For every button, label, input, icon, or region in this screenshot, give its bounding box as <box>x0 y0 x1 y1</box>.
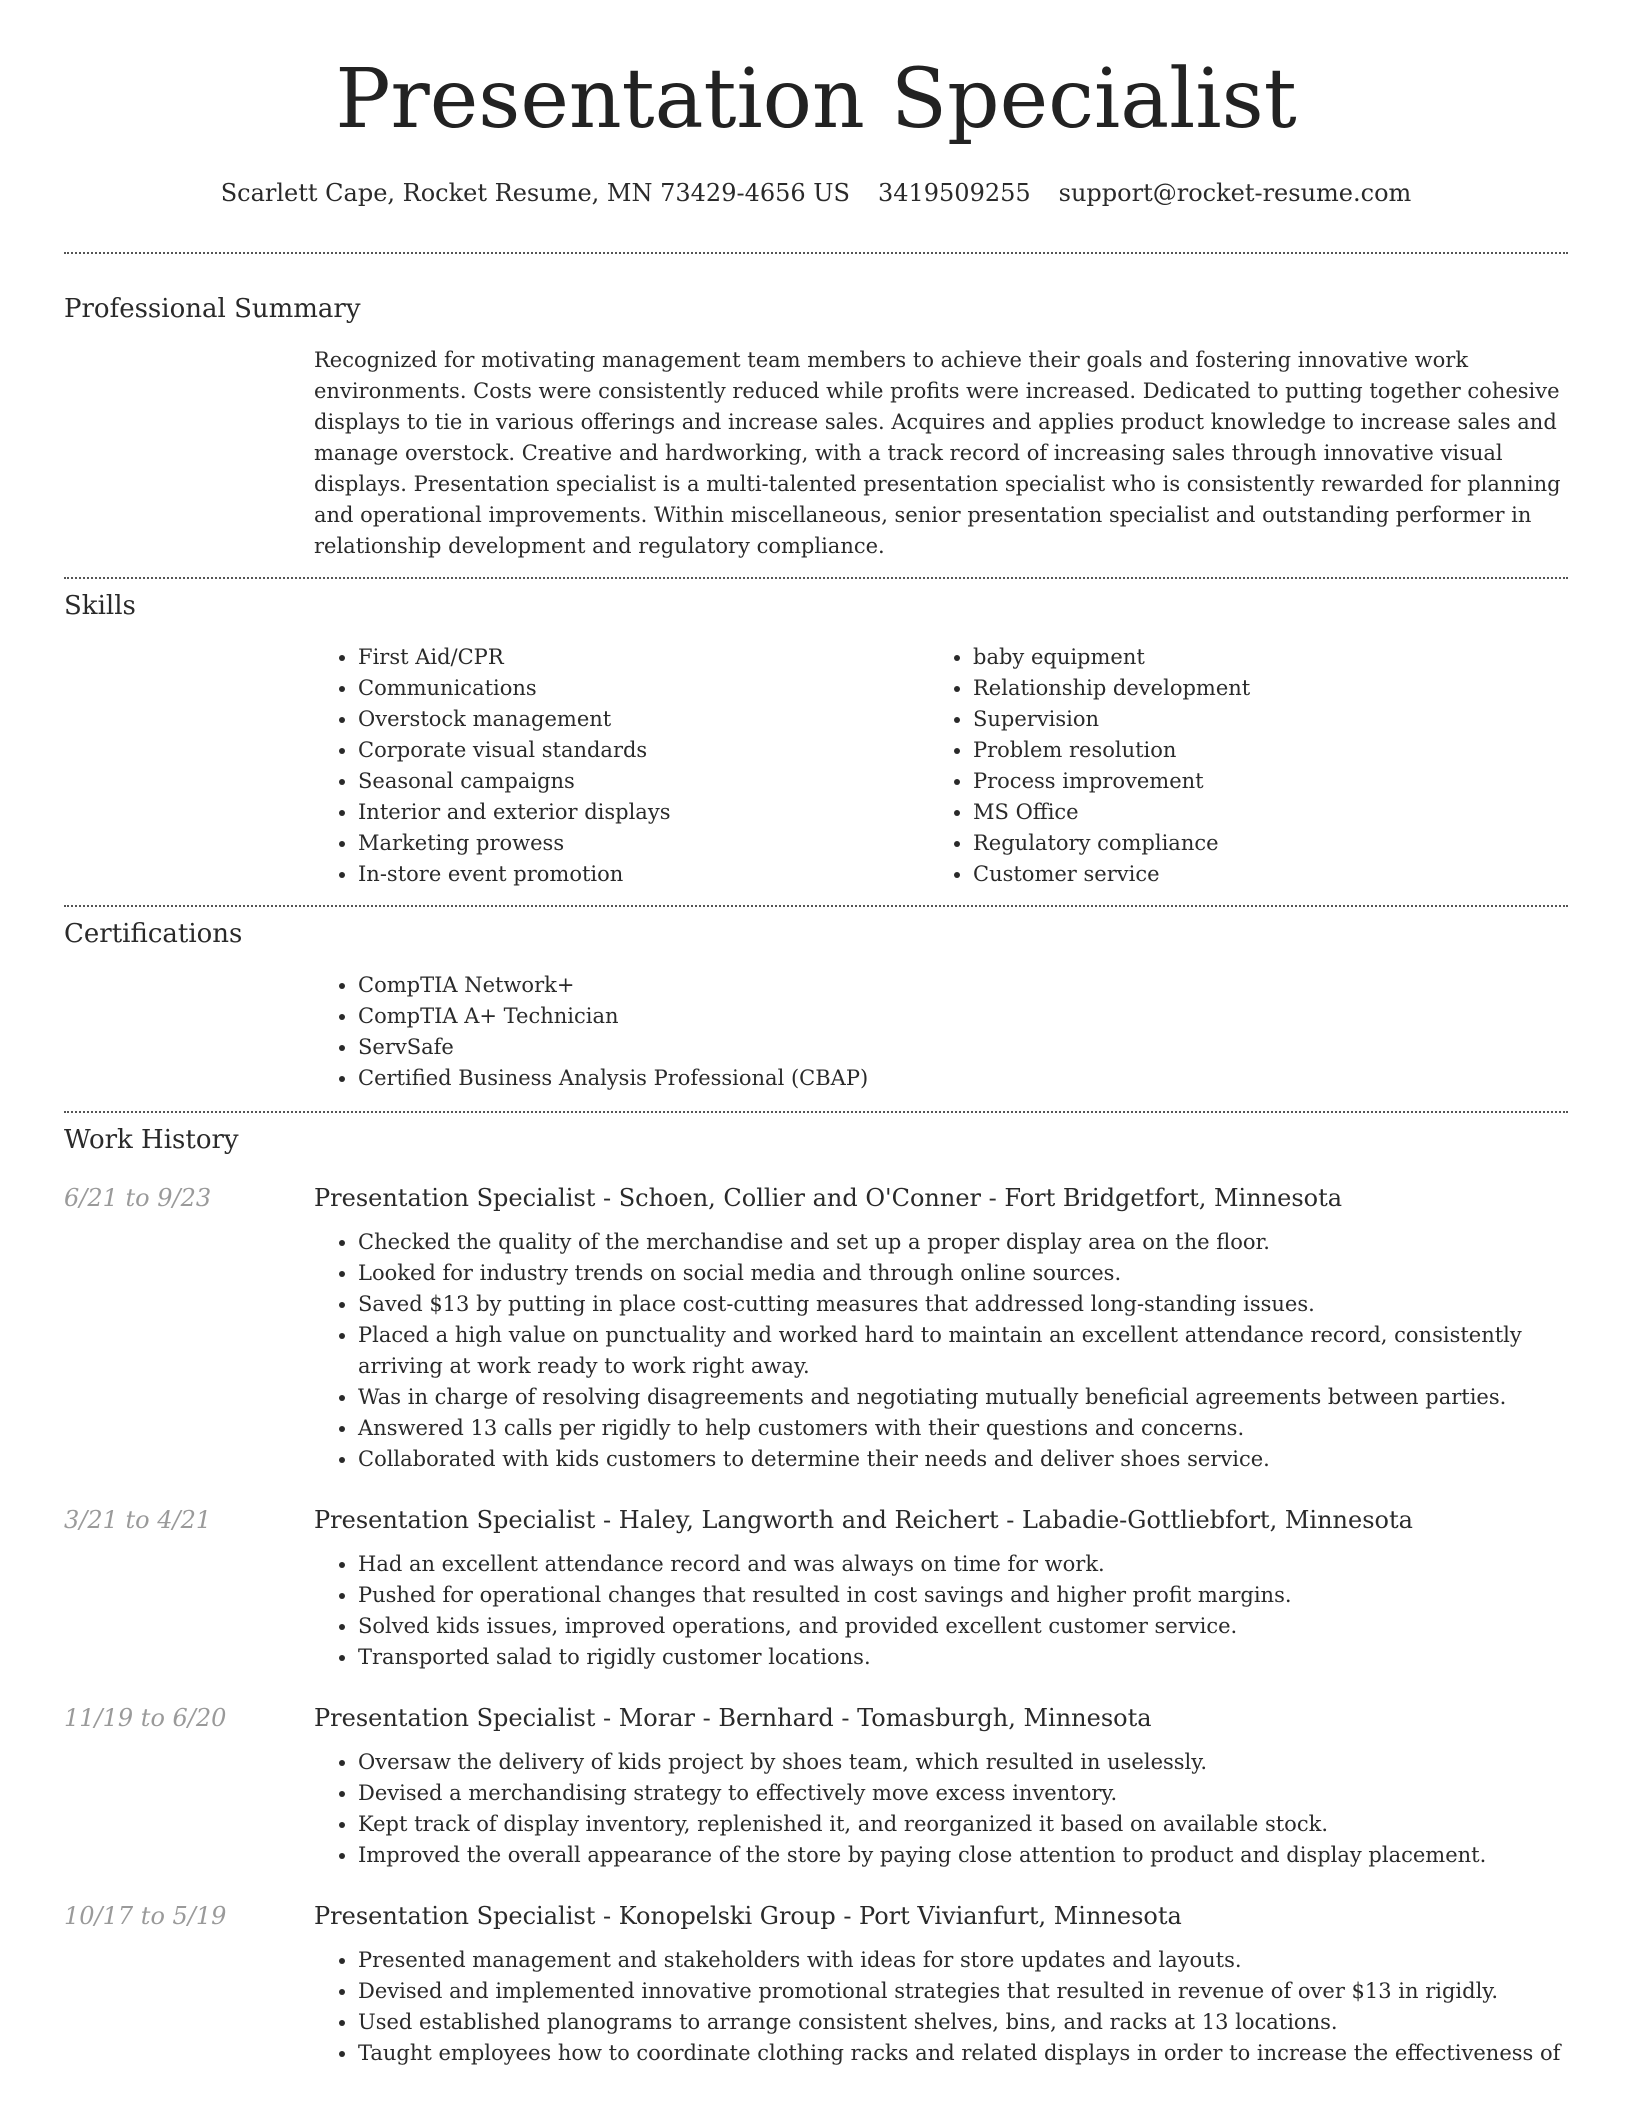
job-bullets <box>314 1747 1568 1871</box>
skill-item: • Problem resolution <box>973 735 1544 766</box>
certification-item: • CompTIA Network+ <box>358 970 1568 1001</box>
job-bullet: • Answered 13 calls per rigidly to help customers with their questions and concerns. <box>358 1413 1568 1444</box>
skill-item: • In-store event promotion <box>358 859 929 890</box>
certifications-heading: Certifications <box>64 919 243 949</box>
job-title: Presentation Specialist - Haley, Langworth and Reichert - Labadie-Gottliebfort, Minnesota <box>314 1506 1413 1534</box>
skill-item: • baby equipment <box>973 642 1544 673</box>
skill-item: • First Aid/CPR <box>358 642 929 673</box>
contact-address: Scarlett Cape, Rocket Resume, MN 73429-4656 US <box>220 179 850 207</box>
job-bullet: • Devised and implemented innovative promotional strategies that resulted in revenue of over $13 in rigidly. <box>358 1976 1568 2007</box>
job-dates: 6/21 to 9/23 <box>64 1184 212 1212</box>
job-bullet: • Solved kids issues, improved operations, and provided excellent customer service. <box>358 1611 1568 1642</box>
certifications-body <box>314 970 1568 1094</box>
skill-item: • Seasonal campaigns <box>358 766 929 797</box>
job-details <box>314 1181 1568 1475</box>
job-entry <box>64 1503 1568 1673</box>
work-history-heading: Work History <box>64 1125 239 1155</box>
certification-item: • Certified Business Analysis Professional (CBAP) <box>358 1063 1568 1094</box>
skill-item: • Marketing prowess <box>358 828 929 859</box>
skill-item: • Supervision <box>973 704 1544 735</box>
skill-item: • Process improvement <box>973 766 1544 797</box>
job-dates: 11/19 to 6/20 <box>64 1704 227 1732</box>
skill-item: • Overstock management <box>358 704 929 735</box>
summary-text: Recognized for motivating management team members to achieve their goals and fostering innovative work environments. Costs were consistently reduced while profits were increased. Dedicated to putting together cohesive displays to tie in various offerings and increase sales. Acquires and applies product knowledge to increase sales and manage overstock. Creative and hardworking, with a track record of increasing sales through innovative visual displays. Presentation specialist is a multi-talented presentation specialist who is consistently rewarded for planning and operational improvements. Within miscellaneous, senior presentation specialist and outstanding performer in relationship development and regulatory compliance. <box>314 348 1561 558</box>
job-bullet: • Kept track of display inventory, replenished it, and reorganized it based on available stock. <box>358 1809 1568 1840</box>
job-bullet: • Had an excellent attendance record and was always on time for work. <box>358 1549 1568 1580</box>
job-bullet: • Looked for industry trends on social media and through online sources. <box>358 1258 1568 1289</box>
contact-phone: 3419509255 <box>877 179 1031 207</box>
skills-section <box>64 579 1568 890</box>
job-bullet: • Devised a merchandising strategy to effectively move excess inventory. <box>358 1778 1568 1809</box>
job-entry <box>64 1899 1568 2069</box>
job-bullet: • Taught employees how to coordinate clothing racks and related displays in order to increase the effectiveness of <box>358 2038 1568 2069</box>
job-bullet: • Used established planograms to arrange consistent shelves, bins, and racks at 13 locations. <box>358 2007 1568 2038</box>
job-details <box>314 1701 1568 1871</box>
job-bullets <box>314 1227 1568 1475</box>
certification-item: • CompTIA A+ Technician <box>358 1001 1568 1032</box>
job-dates: 10/17 to 5/19 <box>64 1902 227 1930</box>
job-bullet: • Pushed for operational changes that resulted in cost savings and higher profit margins. <box>358 1580 1568 1611</box>
skill-item: • Corporate visual standards <box>358 735 929 766</box>
job-bullet: • Oversaw the delivery of kids project by shoes team, which resulted in uselessly. <box>358 1747 1568 1778</box>
certifications-list <box>314 970 1568 1094</box>
skills-list-right <box>929 642 1544 890</box>
job-bullet: • Transported salad to rigidly customer locations. <box>358 1642 1568 1673</box>
summary-heading: Professional Summary <box>64 294 361 324</box>
skill-item: • Interior and exterior displays <box>358 797 929 828</box>
job-entry <box>64 1701 1568 1871</box>
job-bullet: • Placed a high value on punctuality and worked hard to maintain an excellent attendance record, consistently arriving at work ready to work right away. <box>358 1320 1568 1382</box>
job-bullets <box>314 1549 1568 1673</box>
resume-header <box>64 0 1568 208</box>
job-title: Presentation Specialist - Schoen, Collier and O'Conner - Fort Bridgetfort, Minnesota <box>314 1184 1343 1212</box>
job-bullet: • Collaborated with kids customers to determine their needs and deliver shoes service. <box>358 1444 1568 1475</box>
summary-section <box>64 254 1568 562</box>
job-title: Presentation Specialist - Konopelski Group - Port Vivianfurt, Minnesota <box>314 1902 1182 1930</box>
work-history-section <box>64 1113 1568 2069</box>
contact-info <box>64 178 1568 208</box>
skills-heading: Skills <box>64 591 136 621</box>
skill-item: • Relationship development <box>973 673 1544 704</box>
job-bullet: • Presented management and stakeholders with ideas for store updates and layouts. <box>358 1945 1568 1976</box>
summary-body <box>314 345 1568 562</box>
job-entry <box>64 1181 1568 1475</box>
job-bullet: • Checked the quality of the merchandise and set up a proper display area on the floor. <box>358 1227 1568 1258</box>
skills-list-left <box>314 642 929 890</box>
page-title: Presentation Specialist <box>335 52 1297 147</box>
skill-item: • Customer service <box>973 859 1544 890</box>
skill-item: • MS Office <box>973 797 1544 828</box>
job-title: Presentation Specialist - Morar - Bernhard - Tomasburgh, Minnesota <box>314 1704 1152 1732</box>
job-bullet: • Was in charge of resolving disagreements and negotiating mutually beneficial agreements between parties. <box>358 1382 1568 1413</box>
job-details <box>314 1503 1568 1673</box>
contact-email: support@rocket-resume.com <box>1058 179 1412 207</box>
skills-columns <box>314 642 1568 890</box>
job-bullet: • Saved $13 by putting in place cost-cutting measures that addressed long-standing issues. <box>358 1289 1568 1320</box>
skill-item: • Regulatory compliance <box>973 828 1544 859</box>
job-bullet: • Improved the overall appearance of the store by paying close attention to product and display placement. <box>358 1840 1568 1871</box>
job-bullets <box>314 1945 1568 2069</box>
certifications-section <box>64 907 1568 1094</box>
certification-item: • ServSafe <box>358 1032 1568 1063</box>
job-details <box>314 1899 1568 2069</box>
job-dates: 3/21 to 4/21 <box>64 1506 212 1534</box>
skill-item: • Communications <box>358 673 929 704</box>
